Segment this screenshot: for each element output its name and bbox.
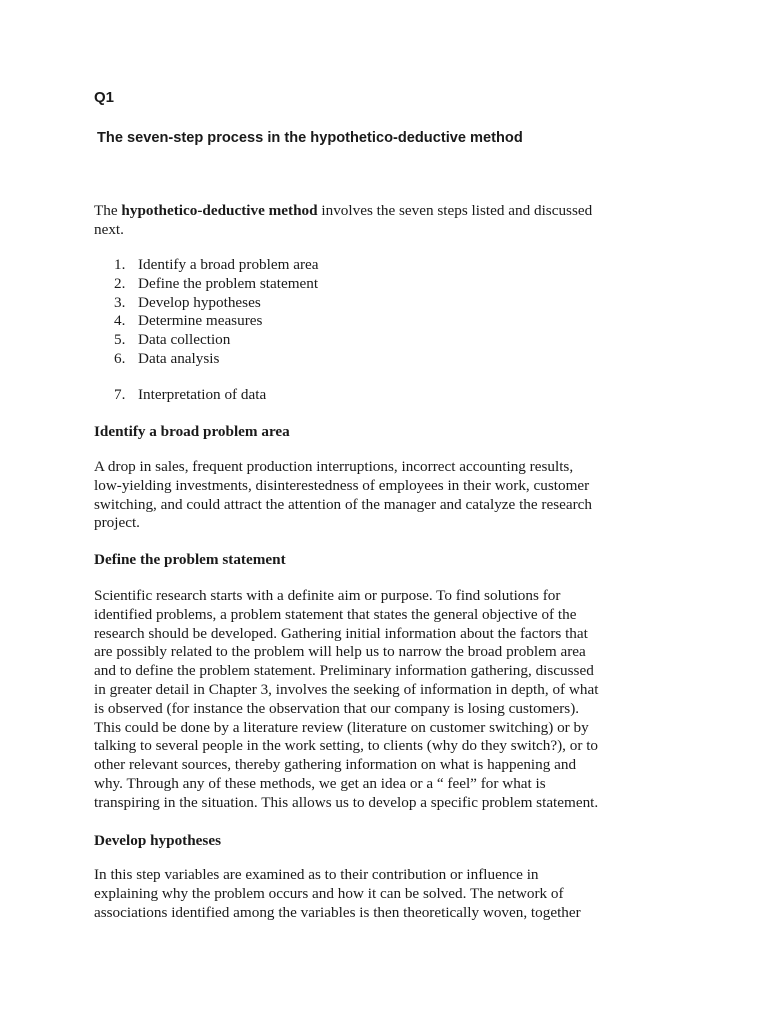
paragraph-line: switching, and could attract the attention of the manager and catalyze the research — [94, 495, 593, 513]
list-item-number: 4. — [114, 312, 126, 330]
list-item-label: Develop hypotheses — [138, 293, 261, 311]
paragraph-line: talking to several people in the work setting, to clients (why do they switch?), or to — [94, 737, 599, 755]
paragraph-line: In this step variables are examined as to their contribution or influence in — [94, 866, 539, 883]
section-paragraph — [94, 458, 674, 533]
paragraph-line: low-yielding investments, disinterestedness of employees in their work, customer — [94, 476, 590, 494]
steps-list — [94, 256, 318, 405]
paragraph-line: identified problems, a problem statement that states the general objective of the — [94, 605, 577, 623]
list-item-number: 6. — [114, 349, 126, 367]
list-item-label: Interpretation of data — [138, 385, 267, 403]
intro-text-after: involves the seven steps listed and discussed — [317, 202, 593, 219]
list-item-label: Data analysis — [138, 349, 220, 367]
paragraph-line: other relevant sources, thereby gathering information on what is happening and — [94, 756, 577, 774]
paragraph-line: and to define the problem statement. Preliminary information gathering, discussed — [94, 662, 594, 680]
paragraph-line: why. Through any of these methods, we get an idea or a “ feel” for what is — [94, 774, 546, 792]
list-item-number: 1. — [114, 256, 126, 273]
list-item-number: 2. — [114, 274, 126, 292]
paragraph-line: This could be done by a literature review (literature on customer switching) or by — [94, 718, 589, 736]
list-item — [94, 386, 318, 405]
list-item-label: Identify a broad problem area — [138, 256, 319, 273]
list-item — [94, 312, 318, 331]
paragraph-line: are possibly related to the problem will help us to narrow the broad problem area — [94, 643, 586, 661]
list-item — [94, 294, 318, 313]
section-heading: Develop hypotheses — [94, 832, 221, 849]
list-item-number: 5. — [114, 331, 126, 349]
section-heading: Define the problem statement — [94, 551, 286, 568]
section-paragraph — [94, 587, 674, 813]
list-item-label: Data collection — [138, 331, 231, 349]
section-paragraph — [94, 866, 674, 922]
paragraph-line: research should be developed. Gathering initial information about the factors that — [94, 624, 588, 642]
question-label: Q1 — [94, 89, 115, 106]
intro-text-before: The — [94, 202, 122, 219]
paragraph-line: project. — [94, 514, 140, 532]
paragraph-line: Scientific research starts with a definite aim or purpose. To find solutions for — [94, 587, 561, 604]
intro-line-2: next. — [94, 221, 124, 238]
list-item — [94, 350, 318, 369]
list-item — [94, 275, 318, 294]
list-item — [94, 331, 318, 350]
list-item-label: Determine measures — [138, 312, 263, 330]
list-item-number: 3. — [114, 293, 126, 311]
document-title: The seven-step process in the hypothetico-deductive method — [97, 130, 523, 146]
list-item-label: Define the problem statement — [138, 274, 319, 292]
intro-paragraph — [94, 201, 674, 239]
paragraph-line: is observed (for instance the observation that our company is losing customers). — [94, 699, 580, 717]
section-heading: Identify a broad problem area — [94, 423, 290, 440]
intro-bold-term: hypothetico-deductive method — [121, 202, 318, 219]
paragraph-line: in greater detail in Chapter 3, involves the seeking of information in depth, of what — [94, 680, 599, 698]
paragraph-line: explaining why the problem occurs and how it can be solved. The network of — [94, 884, 564, 902]
paragraph-line: associations identified among the variables is then theoretically woven, together — [94, 903, 581, 921]
list-item — [94, 256, 318, 275]
list-item-number: 7. — [114, 385, 126, 403]
paragraph-line: A drop in sales, frequent production interruptions, incorrect accounting results, — [94, 458, 574, 475]
paragraph-line: transpiring in the situation. This allows us to develop a specific problem statement. — [94, 793, 599, 811]
